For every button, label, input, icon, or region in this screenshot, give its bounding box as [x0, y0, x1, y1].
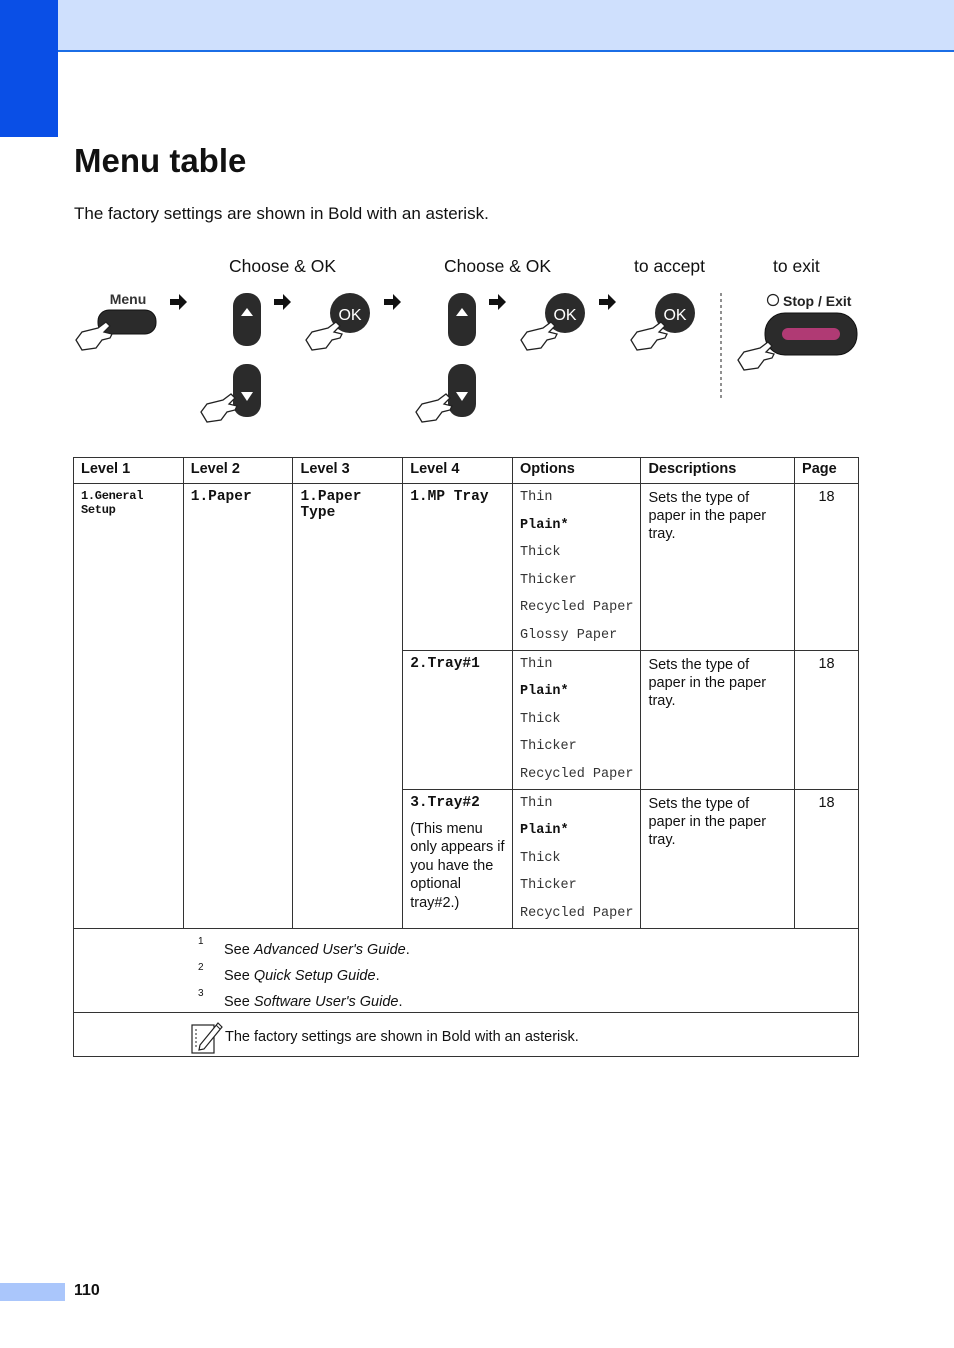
option-item-default: Plain* [520, 823, 569, 839]
column-header: Descriptions [641, 458, 795, 484]
header-band [0, 0, 954, 52]
hand-icon [76, 322, 112, 350]
note-text: The factory settings are shown in Bold with an asterisk. [225, 1028, 579, 1045]
page-cell: 18 [795, 650, 859, 789]
footnotes-row [74, 928, 859, 1012]
ok-key [521, 293, 585, 350]
key-sequence-diagram [70, 280, 870, 440]
description-cell: Sets the type of paper in the paper tray. [641, 650, 795, 789]
option-item: Thin [520, 656, 553, 672]
option-item-default: Plain* [520, 517, 569, 533]
table-row [74, 484, 859, 651]
menu-key [76, 291, 156, 350]
option-item: Recycled Paper [520, 905, 634, 921]
hand-icon [306, 322, 342, 350]
svg-text:OK: OK [553, 307, 577, 324]
column-header: Level 3 [293, 458, 403, 484]
level3-cell: 1.Paper Type [293, 484, 403, 929]
option-item: Thick [520, 850, 561, 866]
ok-key [306, 293, 370, 350]
arrow-right-icon [384, 294, 401, 310]
hand-icon [201, 394, 237, 422]
option-item: Thicker [520, 878, 577, 894]
stop-icon [768, 295, 779, 306]
footnotes-cell [74, 928, 859, 1012]
note-row [74, 1012, 859, 1056]
step-label-exit: to exit [773, 256, 820, 276]
footnote: 3 See Software User's Guide. [198, 987, 403, 1010]
column-header: Level 2 [183, 458, 293, 484]
page-title: Menu table [74, 142, 247, 179]
description-cell: Sets the type of paper in the paper tray. [641, 484, 795, 651]
arrow-right-icon [274, 294, 291, 310]
up-key [233, 293, 261, 346]
level4-note: (This menu only appears if you have the optional tray#2.) [410, 820, 505, 911]
hand-icon [521, 322, 557, 350]
arrow-right-icon [170, 294, 187, 310]
table-header-row [74, 458, 859, 484]
option-item: Thick [520, 545, 561, 561]
svg-text:OK: OK [663, 307, 687, 324]
up-key [448, 293, 476, 346]
footnote-ref: Advanced User's Guide [253, 941, 406, 958]
hand-icon [416, 394, 452, 422]
page-cell: 18 [795, 789, 859, 928]
arrow-right-icon [599, 294, 616, 310]
chapter-tab [0, 0, 58, 137]
step-label-choose-ok-2: Choose & OK [444, 256, 551, 276]
option-item: Thin [520, 490, 553, 505]
down-key [201, 364, 261, 422]
hand-icon [631, 322, 667, 350]
note-cell [74, 1012, 859, 1056]
arrow-right-icon [489, 294, 506, 310]
level4-label: 3.Tray#2 [410, 794, 480, 811]
ok-key [631, 293, 695, 350]
column-header: Level 4 [403, 458, 513, 484]
footnote-ref: Quick Setup Guide [253, 967, 376, 984]
step-label-choose-ok-1: Choose & OK [229, 256, 336, 276]
options-cell [513, 650, 641, 789]
footer-bar [0, 1283, 65, 1301]
column-header: Options [513, 458, 641, 484]
option-item: Thicker [520, 572, 577, 588]
level4-cell: 2.Tray#1 [403, 650, 513, 789]
level1-cell: 1.General Setup [74, 484, 184, 929]
footnote: 2 See Quick Setup Guide. [198, 961, 380, 984]
description-cell: Sets the type of paper in the paper tray. [641, 789, 795, 928]
column-header: Level 1 [74, 458, 184, 484]
page-cell: 18 [795, 484, 859, 651]
option-item: Thin [520, 795, 553, 811]
stop-exit-label: Stop / Exit [783, 293, 852, 309]
option-item: Thick [520, 711, 561, 727]
option-item: Recycled Paper [520, 600, 634, 616]
option-item: Glossy Paper [520, 627, 618, 643]
level4-cell: 1.MP Tray [403, 484, 513, 651]
step-label-accept: to accept [634, 256, 706, 276]
hand-icon [738, 342, 774, 370]
option-item-default: Plain* [520, 684, 569, 700]
svg-text:OK: OK [338, 307, 362, 324]
page-number: 110 [74, 1282, 100, 1299]
down-key [416, 364, 476, 422]
options-cell [513, 484, 641, 651]
intro-text: The factory settings are shown in Bold with an asterisk. [74, 204, 489, 223]
level2-cell: 1.Paper [183, 484, 293, 929]
footnote: 1 See Advanced User's Guide. [198, 935, 410, 958]
menu-table [73, 457, 859, 1057]
level4-cell [403, 789, 513, 928]
stop-exit-key [738, 293, 857, 370]
menu-key-label: Menu [109, 291, 147, 307]
footnote-ref: Software User's Guide [253, 993, 399, 1010]
column-header: Page [795, 458, 859, 484]
note-pencil-icon [190, 1019, 224, 1055]
options-cell [513, 789, 641, 928]
option-item: Recycled Paper [520, 766, 634, 782]
option-item: Thicker [520, 739, 577, 755]
